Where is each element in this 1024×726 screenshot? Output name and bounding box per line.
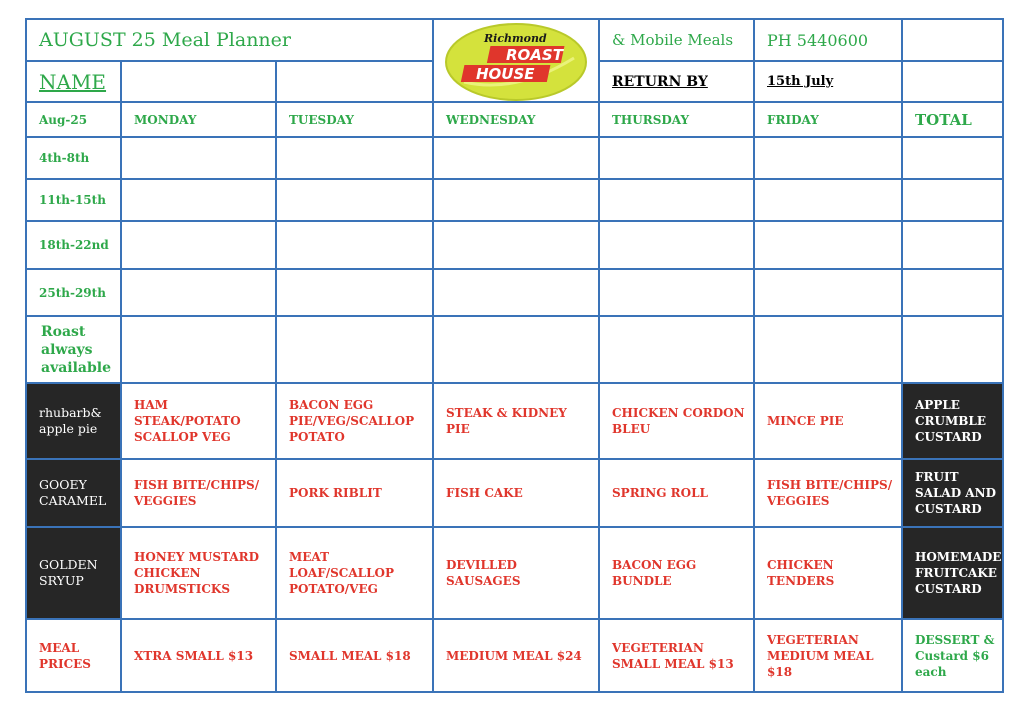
meal-item: FISH BITE/CHIPS/ VEGGIES	[754, 459, 902, 527]
order-cell[interactable]	[599, 179, 754, 221]
order-cell[interactable]	[276, 221, 433, 269]
week-label: 11th-15th	[26, 179, 121, 221]
meal-item: SPRING ROLL	[599, 459, 754, 527]
header-row	[26, 19, 1003, 61]
order-cell[interactable]	[599, 221, 754, 269]
week-label: 25th-29th	[26, 269, 121, 316]
order-cell[interactable]	[433, 221, 599, 269]
meal-item: STEAK & KIDNEY PIE	[433, 383, 599, 459]
order-cell[interactable]	[599, 137, 754, 179]
meal-item: DEVILLED SAUSAGES	[433, 527, 599, 619]
meal-item: CHICKEN TENDERS	[754, 527, 902, 619]
page-title: AUGUST 25 Meal Planner	[26, 19, 433, 61]
total-cell[interactable]	[902, 179, 1003, 221]
dessert-left: rhubarb& apple pie	[26, 383, 121, 459]
menu-row	[26, 459, 1003, 527]
total-cell[interactable]	[902, 221, 1003, 269]
dessert-left: GOOEY CARAMEL	[26, 459, 121, 527]
logo-graphic	[434, 20, 599, 102]
order-cell[interactable]	[754, 179, 902, 221]
return-by-label: RETURN BY	[599, 61, 754, 102]
week-label: 4th-8th	[26, 137, 121, 179]
return-by-date: 15th July	[754, 61, 902, 102]
price-item: SMALL MEAL $18	[276, 619, 433, 692]
dessert-left: GOLDEN SRYUP	[26, 527, 121, 619]
logo-text-top: Richmond	[484, 32, 547, 45]
order-cell[interactable]	[121, 137, 276, 179]
total-cell[interactable]	[902, 316, 1003, 383]
order-cell[interactable]	[754, 137, 902, 179]
logo-cell	[433, 19, 599, 102]
blank-cell	[902, 19, 1003, 61]
meal-item: MINCE PIE	[754, 383, 902, 459]
order-cell[interactable]	[433, 269, 599, 316]
order-cell[interactable]	[433, 316, 599, 383]
meal-prices-label: MEAL PRICES	[26, 619, 121, 692]
meal-item: CHICKEN CORDON BLEU	[599, 383, 754, 459]
period-header: Aug-25	[26, 102, 121, 137]
order-cell[interactable]	[433, 137, 599, 179]
name-label: NAME	[26, 61, 121, 102]
meal-item: BACON EGG BUNDLE	[599, 527, 754, 619]
meal-item: HONEY MUSTARD CHICKEN DRUMSTICKS	[121, 527, 276, 619]
order-cell[interactable]	[121, 316, 276, 383]
order-cell[interactable]	[433, 179, 599, 221]
dessert-right: HOMEMADE FRUITCAKE CUSTARD	[902, 527, 1003, 619]
total-cell[interactable]	[902, 269, 1003, 316]
order-cell[interactable]	[121, 179, 276, 221]
dessert-right: FRUIT SALAD AND CUSTARD	[902, 459, 1003, 527]
meal-item: BACON EGG PIE/VEG/SCALLOP POTATO	[276, 383, 433, 459]
order-cell[interactable]	[754, 269, 902, 316]
meal-item: PORK RIBLIT	[276, 459, 433, 527]
logo-text-house: HOUSE	[476, 65, 535, 83]
roast-note: Roast always available	[26, 316, 121, 383]
price-item: XTRA SMALL $13	[121, 619, 276, 692]
meal-planner-table	[25, 18, 1004, 693]
meal-item: MEAT LOAF/SCALLOP POTATO/VEG	[276, 527, 433, 619]
blank-cell	[902, 61, 1003, 102]
meal-item: FISH CAKE	[433, 459, 599, 527]
order-cell[interactable]	[599, 269, 754, 316]
week-row	[26, 269, 1003, 316]
mobile-meals-label: & Mobile Meals	[599, 19, 754, 61]
name-field-cell[interactable]	[121, 61, 276, 102]
meal-item: FISH BITE/CHIPS/ VEGGIES	[121, 459, 276, 527]
name-field-cell[interactable]	[276, 61, 433, 102]
day-header-monday: MONDAY	[121, 102, 276, 137]
prices-row	[26, 619, 1003, 692]
dessert-price: DESSERT & Custard $6 each	[902, 619, 1003, 692]
day-header-thursday: THURSDAY	[599, 102, 754, 137]
dessert-right: APPLE CRUMBLE CUSTARD	[902, 383, 1003, 459]
meal-item: HAM STEAK/POTATO SCALLOP VEG	[121, 383, 276, 459]
roast-row	[26, 316, 1003, 383]
roast-house-logo	[434, 20, 598, 102]
day-header-tuesday: TUESDAY	[276, 102, 433, 137]
total-header: TOTAL	[902, 102, 1003, 137]
week-row	[26, 179, 1003, 221]
column-header-row	[26, 102, 1003, 137]
day-header-wednesday: WEDNESDAY	[433, 102, 599, 137]
order-cell[interactable]	[599, 316, 754, 383]
order-cell[interactable]	[121, 269, 276, 316]
week-row	[26, 137, 1003, 179]
order-cell[interactable]	[754, 316, 902, 383]
day-header-friday: FRIDAY	[754, 102, 902, 137]
total-cell[interactable]	[902, 137, 1003, 179]
price-item: MEDIUM MEAL $24	[433, 619, 599, 692]
phone-number: PH 5440600	[754, 19, 902, 61]
week-label: 18th-22nd	[26, 221, 121, 269]
order-cell[interactable]	[754, 221, 902, 269]
order-cell[interactable]	[276, 316, 433, 383]
week-row	[26, 221, 1003, 269]
order-cell[interactable]	[276, 179, 433, 221]
menu-row	[26, 527, 1003, 619]
menu-row	[26, 383, 1003, 459]
price-item: VEGETERIAN MEDIUM MEAL $18	[754, 619, 902, 692]
order-cell[interactable]	[276, 269, 433, 316]
order-cell[interactable]	[276, 137, 433, 179]
order-cell[interactable]	[121, 221, 276, 269]
price-item: VEGETERIAN SMALL MEAL $13	[599, 619, 754, 692]
logo-text-roast: ROAST	[506, 46, 563, 64]
